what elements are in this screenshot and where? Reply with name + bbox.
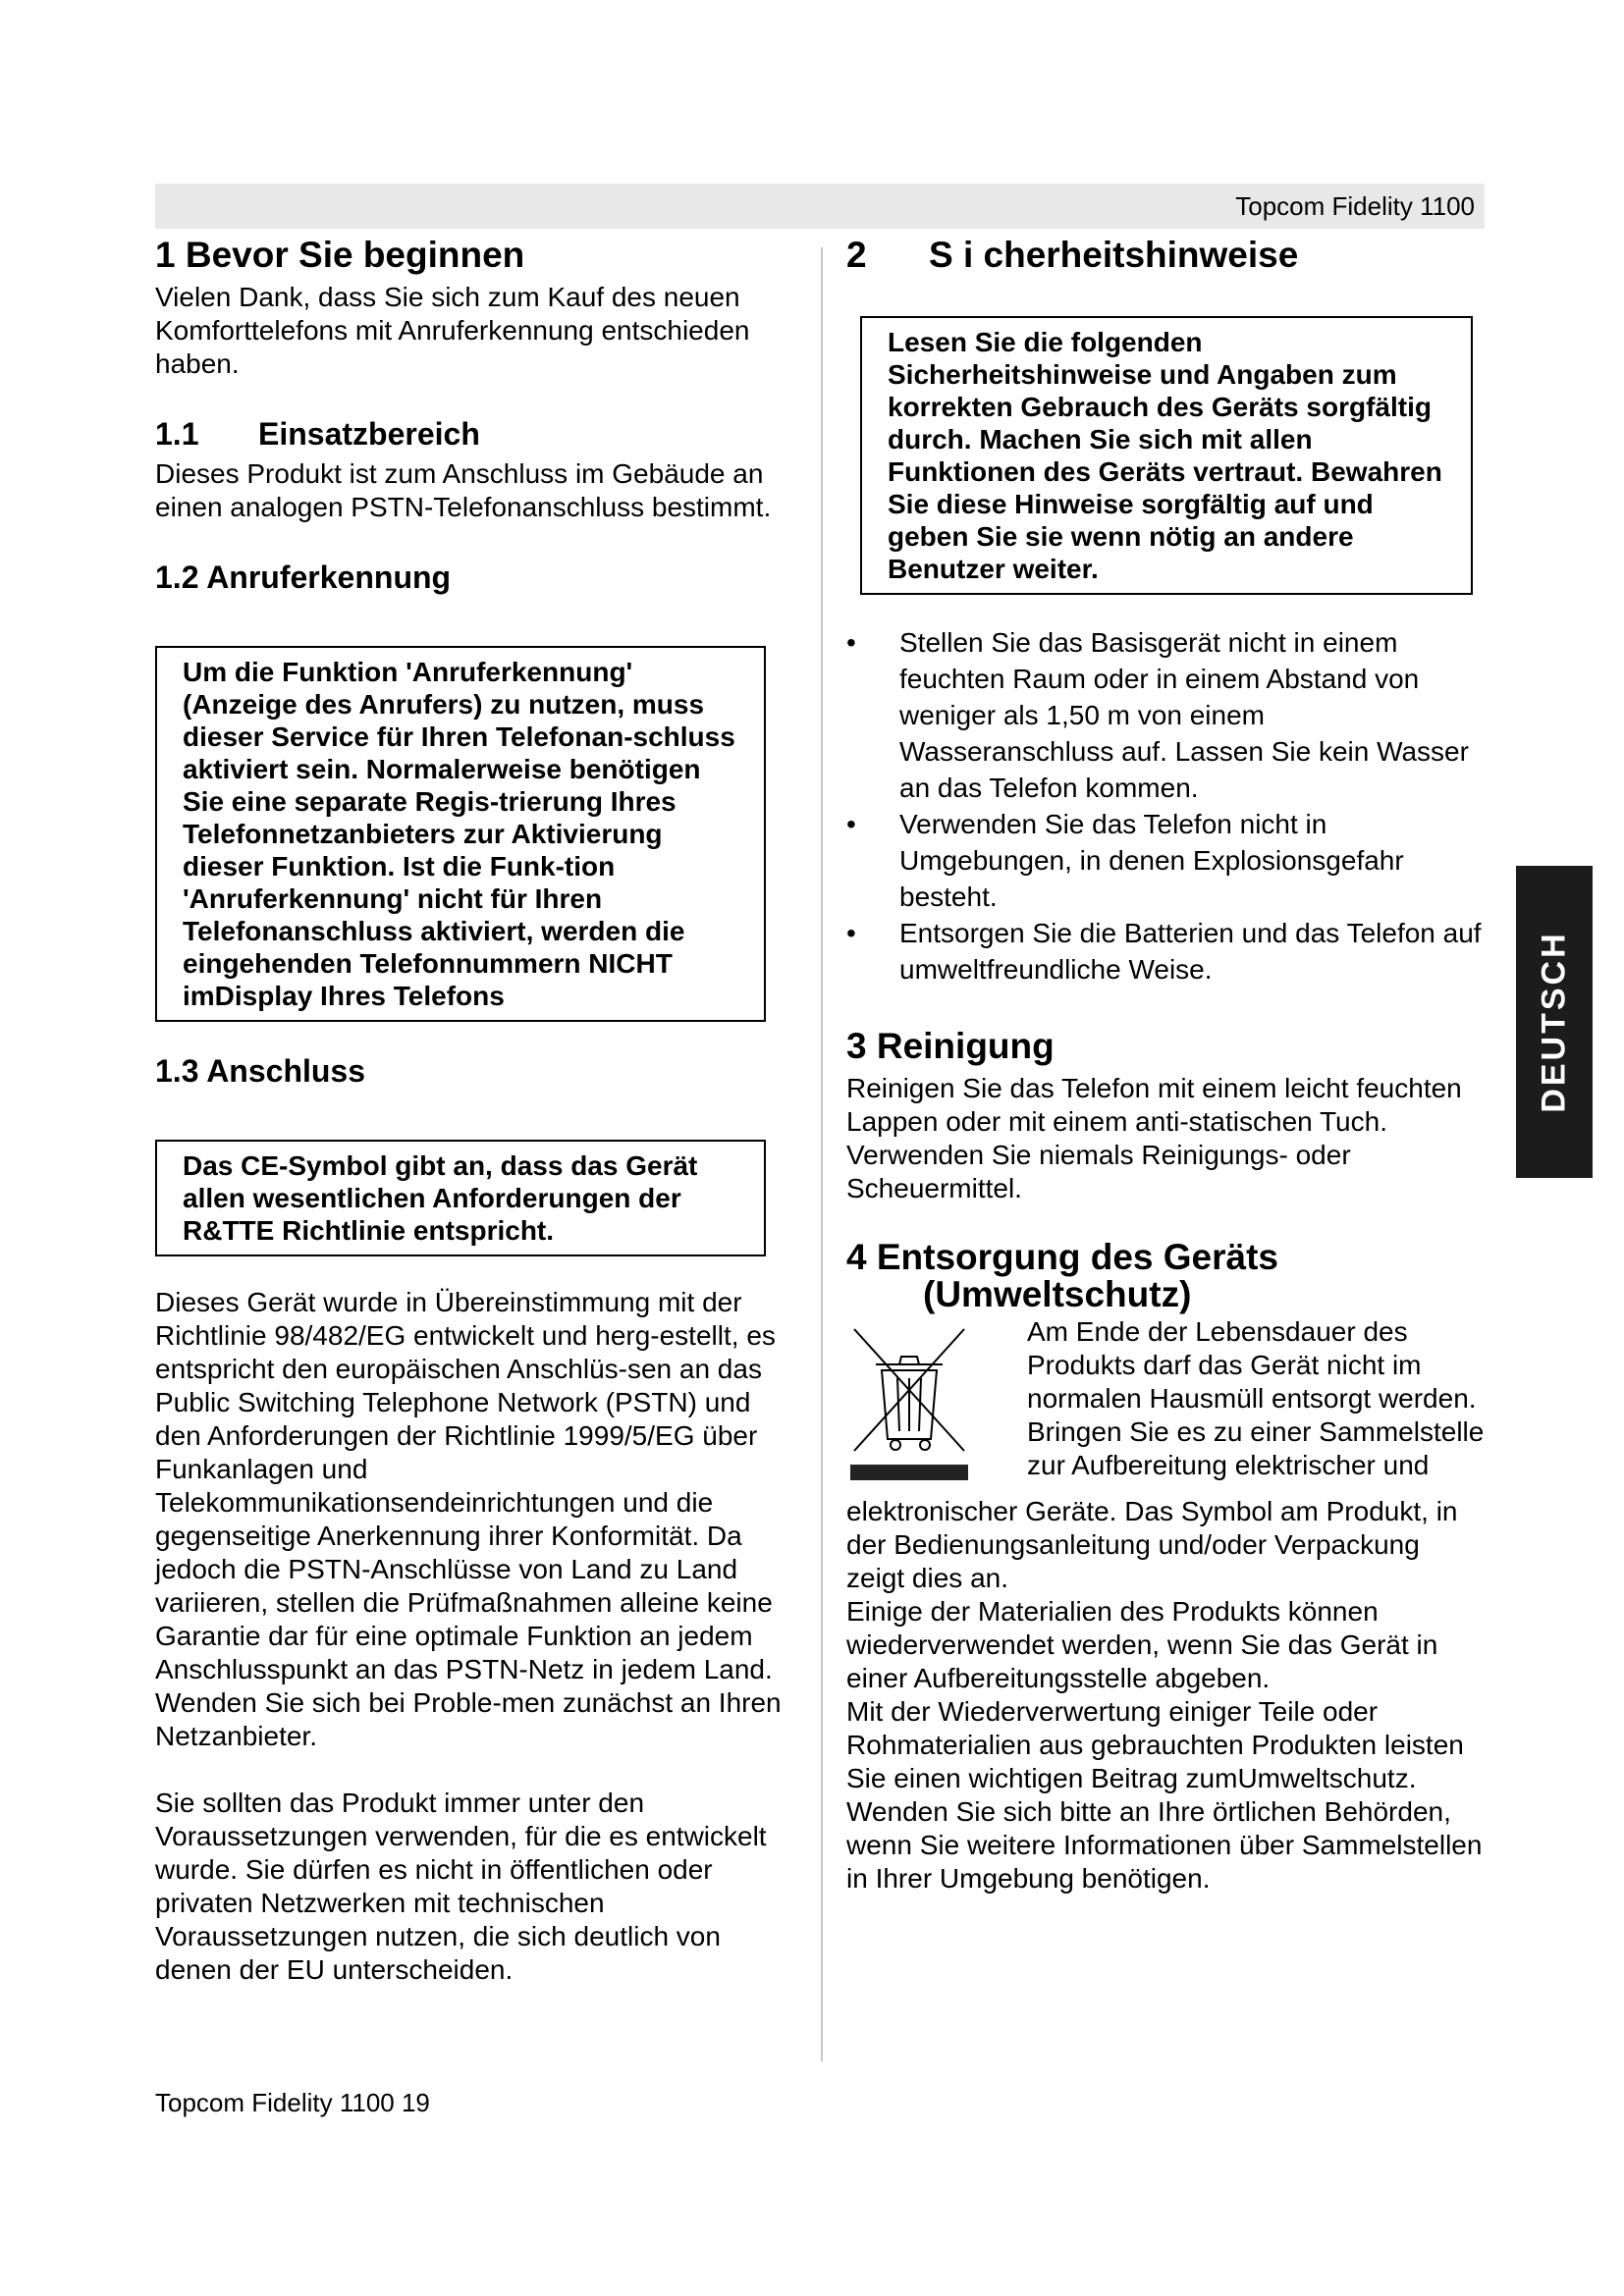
right-column bbox=[846, 234, 1485, 1896]
section-1-intro: Vielen Dank, dass Sie sich zum Kauf des neuen Komforttelefons mit Anruferkennung entschieden haben. bbox=[155, 282, 750, 379]
crossed-out-bin-icon bbox=[846, 1315, 1027, 1495]
section-2-safety-box: Lesen Sie die folgenden Sicherheitshinweise und Angaben zum korrekten Gebrauch des Geräts sorgfältig durch. Machen Sie sich mit allen Funktionen des Geräts vertraut. Bewahren Sie diese Hinweise sorgfältig auf und geben Sie sie wenn nötig an andere Benutzer weiter. bbox=[860, 316, 1473, 595]
safety-bullet-list bbox=[846, 624, 1485, 988]
list-item: • Stellen Sie das Basisgerät nicht in einem feuchten Raum oder in einem Abstand von weniger als 1,50 m von einem Wasseranschluss auf. Lassen Sie kein Wasser an das Telefon kommen. bbox=[846, 624, 1485, 806]
section-3-text: Reinigen Sie das Telefon mit einem leicht feuchten Lappen oder mit einem anti-statischen Tuch. Verwenden Sie niemals Reinigungs- oder Scheuermittel. bbox=[846, 1073, 1462, 1203]
section-4-paragraph-4: Wenden Sie sich bitte an Ihre örtlichen Behörden, wenn Sie weitere Informationen über Sammelstellen in Ihrer Umgebung benötigen. bbox=[846, 1796, 1483, 1894]
section-1-1-number: 1.1 bbox=[155, 416, 199, 452]
section-4-paragraph-2: Einige der Materialien des Produkts können wiederverwendet werden, wenn Sie das Gerät in einer Aufbereitungsstelle abgeben. bbox=[846, 1596, 1438, 1693]
list-item: • Verwenden Sie das Telefon nicht in Umgebungen, in denen Explosionsgefahr besteht. bbox=[846, 806, 1485, 915]
language-side-tab bbox=[1516, 866, 1593, 1178]
section-4-title-line-1: 4 Entsorgung des Geräts bbox=[846, 1237, 1278, 1277]
column-divider bbox=[821, 247, 823, 2061]
section-1-3-paragraph-1: Dieses Gerät wurde in Übereinstimmung mit der Richtlinie 98/482/EG entwickelt und herg-estellt, es entspricht den europäischen Anschlüs-sen an das Public Switching Telephone Network (PSTN) und den Anforderungen der Richtlinie 1999/5/EG über Funkanlagen und Telekommunikationsendeinrichtungen und die gegenseitige Anerkennung ihrer Konformität. Da jedoch die PSTN-Anschlüsse von Land zu Land variieren, stellen die Prüfmaßnahmen alleine keine Garantie dar für eine optimale Funktion an jedem Anschlusspunkt an das PSTN-Netz in jedem Land. Wenden Sie sich bei Proble-men zunächst an Ihren Netzanbieter. bbox=[155, 1287, 782, 1751]
page-header bbox=[155, 184, 1485, 229]
section-2-title: S i cherheitshinweise bbox=[929, 235, 1299, 275]
section-2-heading bbox=[846, 234, 1485, 277]
section-4-paragraph-3: Mit der Wiederverwertung einiger Teile oder Rohmaterialien aus gebrauchten Produkten leisten Sie einen wichtigen Beitrag zumUmweltschutz. bbox=[846, 1696, 1464, 1793]
section-2-number: 2 bbox=[846, 235, 867, 275]
weee-block bbox=[846, 1315, 1485, 1495]
section-1-1-title: Einsatzbereich bbox=[258, 416, 480, 452]
section-3-heading: 3 Reinigung bbox=[846, 1026, 1055, 1066]
header-title: Topcom Fidelity 1100 bbox=[1235, 191, 1475, 221]
weee-text: Am Ende der Lebensdauer des Produkts darf das Gerät nicht im normalen Hausmüll entsorgt werden. Bringen Sie es zu einer Sammelstelle zur Aufbereitung elektrischer und bbox=[1027, 1316, 1485, 1480]
list-item: • Entsorgen Sie die Batterien und das Telefon auf umweltfreundliche Weise. bbox=[846, 915, 1485, 988]
section-1-1-heading bbox=[155, 414, 793, 454]
section-1-1-text: Dieses Produkt ist zum Anschluss im Gebäude an einen analogen PSTN-Telefonanschluss bestimmt. bbox=[155, 458, 772, 522]
section-1-2-heading: 1.2 Anruferkennung bbox=[155, 560, 452, 595]
section-1-3-paragraph-2: Sie sollten das Produkt immer unter den Voraussetzungen verwenden, für die es entwickelt wurde. Sie dürfen es nicht in öffentlichen oder privaten Netzwerken mit technischen Voraussetzungen nutzen, die sich deutlich von denen der EU unterscheiden. bbox=[155, 1788, 767, 1985]
page-footer: Topcom Fidelity 1100 19 bbox=[155, 2088, 430, 2117]
section-1-3-heading: 1.3 Anschluss bbox=[155, 1053, 366, 1089]
section-1-2-notice-box: Um die Funktion 'Anruferkennung' (Anzeige des Anrufers) zu nutzen, muss dieser Service für Ihren Telefonan-schluss aktiviert sein. Normalerweise benötigen Sie eine separate Regis-trierung Ihres Telefonnetzanbieters zur Aktivierung dieser Funktion. Ist die Funk-tion 'Anruferkennung' nicht für Ihren Telefonanschluss aktiviert, werden die eingehenden Telefonnummern NICHT imDisplay Ihres Telefons bbox=[155, 646, 766, 1022]
section-1-3-ce-box: Das CE-Symbol gibt an, dass das Gerät allen wesentlichen Anforderungen der R&TTE Richtlinie entspricht. bbox=[155, 1140, 766, 1256]
section-4-heading bbox=[846, 1239, 1485, 1313]
section-4-paragraph-1: elektronischer Geräte. Das Symbol am Produkt, in der Bedienungsanleitung und/oder Verpackung zeigt dies an. bbox=[846, 1496, 1458, 1593]
section-1-heading: 1 Bevor Sie beginnen bbox=[155, 235, 525, 275]
side-tab-label: DEUTSCH bbox=[1535, 931, 1573, 1113]
left-column bbox=[155, 234, 793, 1987]
section-4-title-line-2: (Umweltschutz) bbox=[923, 1274, 1192, 1314]
